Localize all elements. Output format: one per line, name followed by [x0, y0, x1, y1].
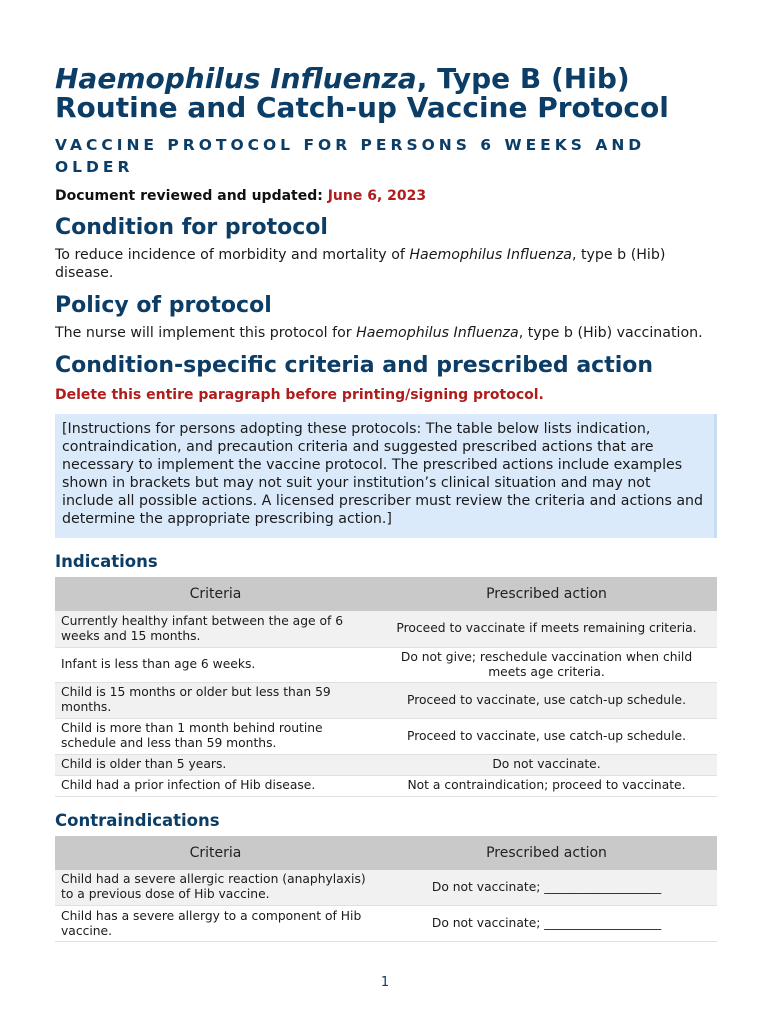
- criteria-cell: Child has a severe allergy to a component of Hib vaccine.: [55, 906, 376, 942]
- title-italic: Haemophilus Influenza: [55, 62, 417, 95]
- contraindications-heading: Contraindications: [55, 810, 220, 830]
- reviewed-label: Document reviewed and updated:: [55, 188, 323, 204]
- reviewed-line: [55, 188, 717, 204]
- contraindications-header-criteria: Criteria: [55, 836, 376, 870]
- contraindications-header-action: Prescribed action: [376, 836, 717, 870]
- criteria-cell: Child had a prior infection of Hib disease.: [55, 775, 376, 796]
- criteria-heading: Condition-specific criteria and prescribed action: [55, 353, 654, 378]
- criteria-cell: Child is more than 1 month behind routine schedule and less than 59 months.: [55, 718, 376, 754]
- criteria-cell: Currently healthy infant between the age of 6 weeks and 15 months.: [55, 611, 376, 647]
- document-page: [55, 64, 717, 942]
- action-cell: Proceed to vaccinate, use catch-up schedule.: [376, 682, 717, 718]
- action-cell: Not a contraindication; proceed to vaccinate.: [376, 775, 717, 796]
- table-row: [55, 775, 717, 796]
- criteria-cell: Infant is less than age 6 weeks.: [55, 647, 376, 682]
- indications-table: [55, 577, 717, 797]
- policy-text-after: , type b (Hib) vaccination.: [518, 325, 703, 341]
- policy-text-before: The nurse will implement this protocol for: [55, 325, 357, 341]
- table-row: [55, 754, 717, 775]
- reviewed-date: June 6, 2023: [327, 188, 427, 204]
- document-title: [55, 64, 717, 122]
- delete-note: Delete this entire paragraph before printing/signing protocol.: [55, 387, 544, 403]
- criteria-cell: Child had a severe allergic reaction (anaphylaxis) to a previous dose of Hib vaccine.: [55, 870, 376, 906]
- contraindications-table: [55, 836, 717, 943]
- document-subtitle: VACCINE PROTOCOL FOR PERSONS 6 WEEKS AND OLDER: [55, 136, 646, 176]
- action-cell: Do not vaccinate; ___________________: [376, 870, 717, 906]
- table-row: [55, 647, 717, 682]
- action-cell: Do not give; reschedule vaccination when child meets age criteria.: [376, 647, 717, 682]
- criteria-cell: Child is older than 5 years.: [55, 754, 376, 775]
- condition-text-before: To reduce incidence of morbidity and mortality of: [55, 247, 410, 263]
- indications-header-criteria: Criteria: [55, 577, 376, 611]
- table-row: [55, 611, 717, 647]
- action-cell: Proceed to vaccinate, use catch-up schedule.: [376, 718, 717, 754]
- criteria-cell: Child is 15 months or older but less than 59 months.: [55, 682, 376, 718]
- condition-heading: Condition for protocol: [55, 215, 328, 240]
- action-cell: Proceed to vaccinate if meets remaining criteria.: [376, 611, 717, 647]
- table-row: [55, 870, 717, 906]
- title-line1-rest: , Type B (Hib): [416, 62, 630, 95]
- condition-text-italic: Haemophilus Influenza: [409, 247, 572, 263]
- action-cell: Do not vaccinate.: [376, 754, 717, 775]
- condition-text: [55, 246, 717, 282]
- instructions-box: [Instructions for persons adopting these protocols: The table below lists indication, contraindication, and precaution criteria and suggested prescribed actions that are necessary to implement the vaccine protocol. The prescribed actions include examples shown in brackets but may not suit your institution’s clinical situation and may not include all possible actions. A licensed prescriber must review the criteria and actions and determine the appropriate prescribing action.]: [55, 414, 717, 538]
- page-number: 1: [380, 975, 390, 990]
- policy-text: [55, 324, 717, 342]
- title-line2: Routine and Catch-up Vaccine Protocol: [55, 91, 669, 124]
- condition-text-after: , type b (Hib) disease.: [55, 247, 666, 281]
- indications-header-action: Prescribed action: [376, 577, 717, 611]
- action-cell: Do not vaccinate; ___________________: [376, 906, 717, 942]
- policy-heading: Policy of protocol: [55, 293, 272, 318]
- table-row: [55, 906, 717, 942]
- indications-heading: Indications: [55, 552, 158, 571]
- policy-text-italic: Haemophilus Influenza: [356, 325, 519, 341]
- table-row: [55, 682, 717, 718]
- table-row: [55, 718, 717, 754]
